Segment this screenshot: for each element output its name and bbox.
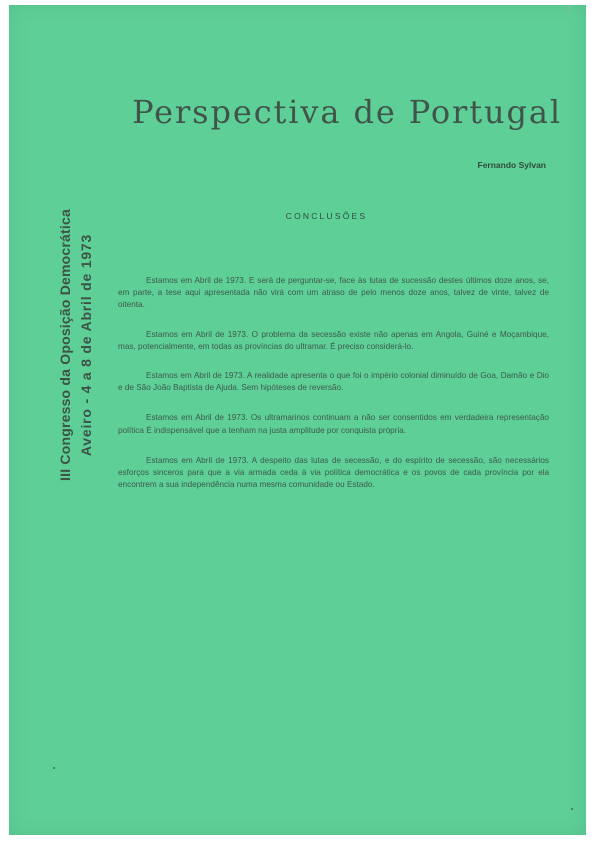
congress-name: III Congresso da Oposição Democrática xyxy=(57,209,73,481)
paragraph-5: Estamos em Abril de 1973. A despeito das lutas de secessão, e do espírito de secessão, são necessários esforços sinceros para que a via armada ceda à via política democrática e os povos de cada província por ela encontrem a sua independência numa mesma comunidade ou Estado. xyxy=(118,455,549,490)
paragraph-2: Estamos em Abril de 1973. O problema da secessão existe não apenas em Angola, Guiné e Moçambique, mas, potencialmente, em todas as províncias do ultramar. É preciso considerá-lo. xyxy=(118,329,549,351)
paper-speck xyxy=(571,808,573,810)
paragraph-1: Estamos em Abril de 1973. E será de perguntar-se, face às lutas de sucessão destes últimos doze anos, se, em parte, a tese aqui apresentada não virá com um atraso de pelo menos doze anos, talvez de vinte, talvez de oitenta. xyxy=(118,276,549,310)
document-title: Perspectiva de Portugal xyxy=(132,93,562,131)
section-heading: CONCLUSÕES xyxy=(285,211,368,221)
paragraph-3: Estamos em Abril de 1973. A realidade apresenta o que foi o império colonial diminuído de Goa, Damão e Dio e de São João Baptista de Ajuda. Sem hipóteses de reversão. xyxy=(118,371,549,393)
paragraph-4: Estamos em Abril de 1973. Os ultramarinos continuam a não ser consentidos em verdadeira representação política É indispensável que a tenham na justa amplitude por conquista própria. xyxy=(118,413,549,435)
author-name: Fernando Sylvan xyxy=(477,160,546,170)
paper-speck xyxy=(53,767,55,769)
congress-sidebar-text xyxy=(55,175,97,515)
page-number-mark: 7 xyxy=(567,5,573,15)
conclusions-body xyxy=(118,275,549,508)
congress-place-date: Aveiro - 4 a 8 de Abril de 1973 xyxy=(78,233,94,457)
congress-sidebar xyxy=(46,175,106,515)
